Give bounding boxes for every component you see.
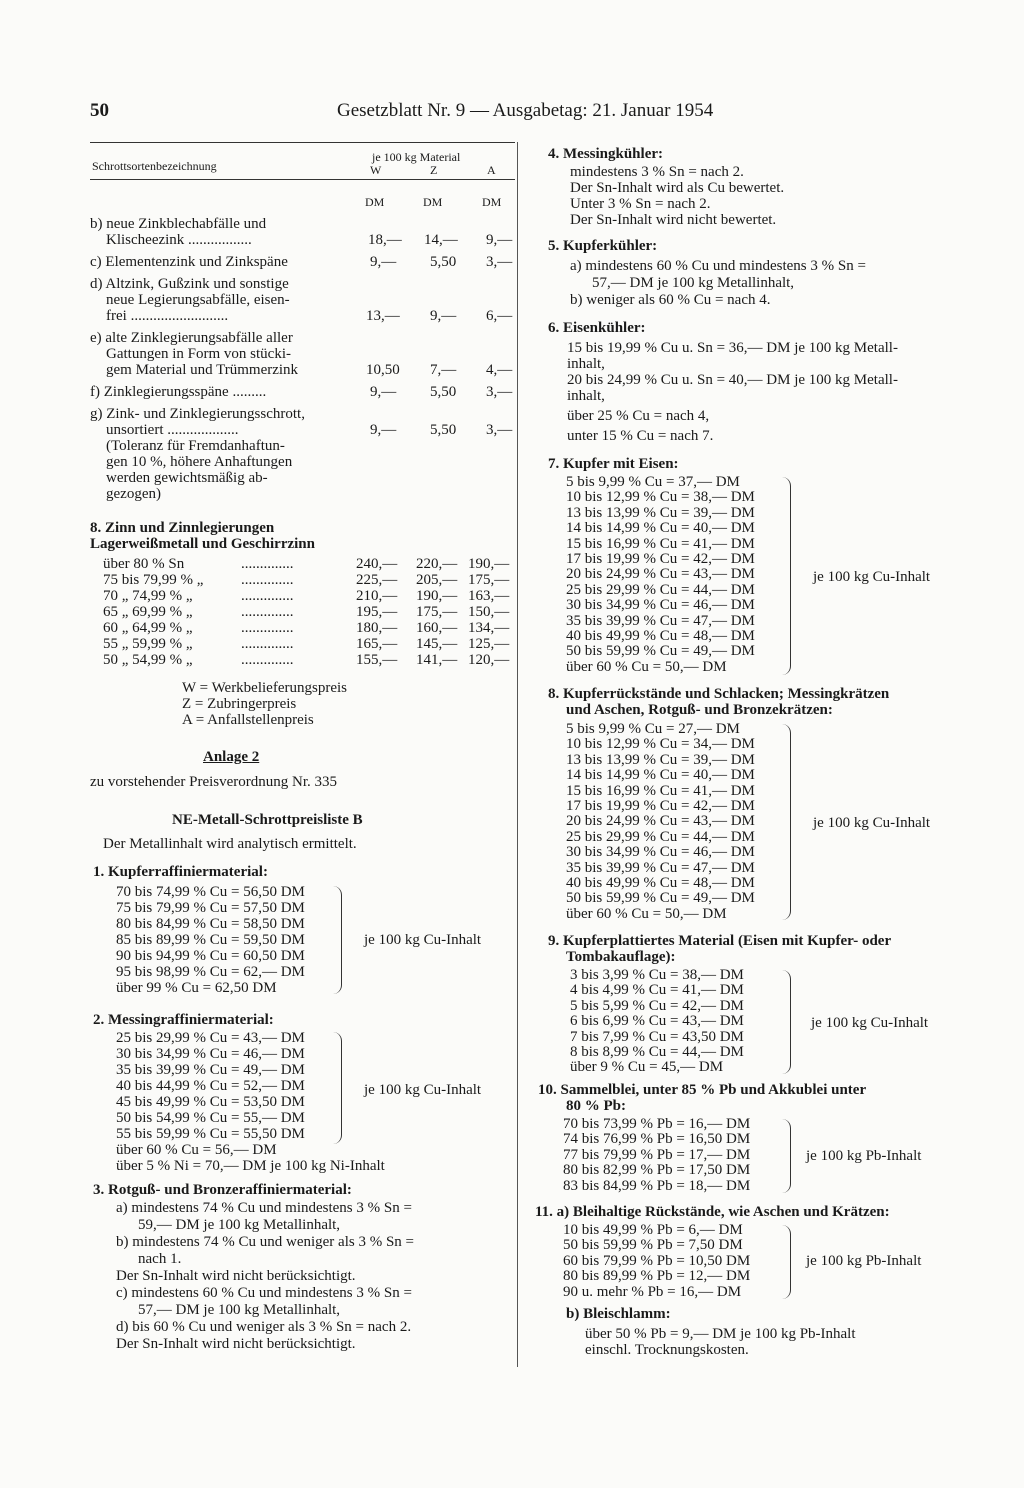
row-f-z: 5,50 [430, 384, 457, 400]
row-e-line3: gem Material und Trümmerzink [106, 362, 299, 378]
s3-title: 3. Rotguß- und Bronzeraffiniermaterial: [93, 1182, 352, 1198]
s2-title: 2. Messingraffiniermaterial: [93, 1012, 274, 1028]
table-row: 55 „ 59,99 % „ .............. 165,— 145,— 125,— [103, 636, 510, 652]
s9-title2: Tombakauflage): [566, 949, 676, 965]
row-b-line2: Klischeezink ................. [106, 232, 252, 248]
s10-note: je 100 kg Pb-Inhalt [806, 1148, 922, 1164]
table-body [90, 216, 520, 502]
list-item: 95 bis 98,99 % Cu = 62,— DM [116, 964, 305, 980]
list-item: 35 bis 39,99 % Cu = 49,— DM [116, 1062, 305, 1078]
s10-title1: 10. Sammelblei, unter 85 % Pb und Akkublei unter [538, 1082, 867, 1098]
row-c-w: 9,— [370, 254, 397, 270]
sec8-z: 160,— [416, 620, 458, 636]
table-row [90, 216, 520, 248]
list-item: 83 bis 84,99 % Pb = 18,— DM [563, 1177, 751, 1194]
sec8-z: 190,— [416, 588, 458, 604]
table-row [90, 276, 520, 324]
list-item: 30 bis 34,99 % Cu = 46,— DM [566, 597, 755, 614]
list-item: über 99 % Cu = 62,50 DM [116, 980, 277, 996]
s3-line: d) bis 60 % Cu und weniger als 3 % Sn = nach 2. [116, 1319, 412, 1335]
list-item: über 60 % Cu = 50,— DM [566, 658, 727, 675]
list-item: 10 bis 12,99 % Cu = 34,— DM [566, 736, 755, 753]
s5-title: 5. Kupferkühler: [548, 238, 658, 254]
list-item: 90 u. mehr % Pb = 16,— DM [563, 1283, 742, 1300]
list-item: 85 bis 89,99 % Cu = 59,50 DM [116, 932, 305, 948]
row-d-line3: frei .......................... [106, 308, 229, 324]
list-item: 13 bis 13,99 % Cu = 39,— DM [566, 751, 755, 768]
s9-list [570, 968, 744, 1076]
row-e-line1: e) alte Zinklegierungsabfälle aller [90, 330, 293, 346]
row-d-line2: neue Legierungsabfälle, eisen- [106, 292, 290, 308]
s8-title2: und Aschen, Rotguß- und Bronzekrätzen: [566, 702, 833, 718]
list-item: 25 bis 29,99 % Cu = 44,— DM [566, 581, 755, 598]
row-d-line1: d) Altzink, Gußzink und sonstige [90, 276, 289, 292]
s7-note: je 100 kg Cu-Inhalt [813, 569, 931, 585]
list-item: 14 bis 14,99 % Cu = 40,— DM [566, 520, 755, 537]
s11-note: je 100 kg Pb-Inhalt [806, 1253, 922, 1269]
s6-line: unter 15 % Cu = nach 7. [567, 428, 714, 444]
table-head-rule [90, 179, 515, 180]
list-item: 80 bis 89,99 % Pb = 12,— DM [563, 1268, 751, 1285]
row-d-z: 9,— [430, 308, 457, 324]
list-item: 50 bis 59,99 % Pb = 7,50 DM [563, 1237, 743, 1254]
s3-body [116, 1200, 511, 1353]
s3-line: c) mindestens 60 % Cu und mindestens 3 % Sn = [116, 1285, 412, 1301]
sec8-w: 225,— [356, 572, 398, 588]
table-price-head: je 100 kg Material [372, 150, 461, 164]
s4-line: Der Sn-Inhalt wird nicht bewertet. [570, 212, 777, 228]
list-item: 14 bis 14,99 % Cu = 40,— DM [566, 767, 755, 784]
s7-title: 7. Kupfer mit Eisen: [548, 456, 679, 472]
s9-note: je 100 kg Cu-Inhalt [811, 1015, 929, 1031]
table-head-a: A [487, 163, 496, 177]
table-row [90, 254, 520, 270]
sec8-table [103, 556, 523, 668]
s1-title: 1. Kupferraffiniermaterial: [93, 864, 268, 880]
table-row [90, 330, 520, 378]
page-header-title: Gesetzblatt Nr. 9 — Ausgabetag: 21. Januar 1954 [337, 100, 714, 121]
s7-list [566, 475, 755, 675]
s6-line: über 25 % Cu = nach 4, [567, 408, 710, 424]
row-g-line1: g) Zink- und Zinklegierungsschrott, [90, 406, 305, 422]
row-e-w: 10,50 [366, 362, 400, 378]
sec8-z: 175,— [416, 604, 458, 620]
s11-brace [782, 1225, 791, 1299]
table-row: 60 „ 64,99 % „ .............. 180,— 160,— 134,— [103, 620, 510, 636]
table-top-rule [90, 142, 515, 143]
row-b-z: 14,— [424, 232, 458, 248]
s11-b-title: b) Bleischlamm: [566, 1306, 671, 1322]
list-item: über 60 % Cu = 50,— DM [566, 905, 727, 922]
anlage-sub: zu vorstehender Preisverordnung Nr. 335 [90, 774, 338, 790]
s8-title1: 8. Kupferrückstände und Schlacken; Messingkrätzen [548, 686, 890, 702]
list-item: 40 bis 49,99 % Cu = 48,— DM [566, 875, 755, 892]
list-item: 15 bis 16,99 % Cu = 41,— DM [566, 535, 755, 552]
list-item: über 60 % Cu = 56,— DM [116, 1142, 277, 1158]
row-g-line5: werden gewichtsmäßig ab- [106, 470, 268, 486]
s3-line: Der Sn-Inhalt wird nicht berücksichtigt. [116, 1336, 356, 1352]
row-g-w: 9,— [370, 422, 397, 438]
s3-line: Der Sn-Inhalt wird nicht berücksichtigt. [116, 1268, 356, 1284]
unit-w: DM [365, 195, 385, 209]
s7-brace [782, 477, 791, 675]
s4-line: Unter 3 % Sn = nach 2. [570, 196, 711, 212]
sec8-label: 50 „ 54,99 % „ [103, 652, 193, 668]
list-item: über 9 % Cu = 45,— DM [570, 1059, 724, 1076]
sec8-title2: Lagerweißmetall und Geschirrzinn [90, 536, 315, 552]
s4-title: 4. Messingkühler: [548, 146, 664, 162]
sec8-a: 175,— [468, 572, 510, 588]
s2-list [116, 1030, 385, 1174]
sec8-a: 120,— [468, 652, 510, 668]
list-item: 8 bis 8,99 % Cu = 44,— DM [570, 1044, 744, 1061]
s5-line: a) mindestens 60 % Cu und mindestens 3 % Sn = [570, 258, 866, 274]
row-c-a: 3,— [486, 254, 513, 270]
list-intro: Der Metallinhalt wird analytisch ermittelt. [103, 836, 357, 852]
list-item: 20 bis 24,99 % Cu = 43,— DM [566, 566, 755, 583]
sec8-z: 141,— [416, 652, 458, 668]
s6-line: 15 bis 19,99 % Cu u. Sn = 36,— DM je 100 kg Metall- [567, 340, 898, 356]
list-item: 90 bis 94,99 % Cu = 60,50 DM [116, 948, 305, 964]
sec8-w: 165,— [356, 636, 398, 652]
sec8-w: 240,— [356, 556, 398, 572]
row-g-line4: gen 10 %, höhere Anhaftungen [106, 454, 293, 470]
s6-body [567, 340, 898, 444]
list-item: 20 bis 24,99 % Cu = 43,— DM [566, 813, 755, 830]
list-item: 80 bis 82,99 % Pb = 17,50 DM [563, 1162, 751, 1179]
list-item: 5 bis 5,99 % Cu = 42,— DM [570, 997, 744, 1014]
row-f-line1: f) Zinklegierungsspäne ......... [90, 384, 267, 400]
row-b-line1: b) neue Zinkblechabfälle und [90, 216, 267, 232]
list-item: 3 bis 3,99 % Cu = 38,— DM [570, 967, 744, 983]
list-item: 40 bis 44,99 % Cu = 52,— DM [116, 1078, 305, 1094]
s3-line: a) mindestens 74 % Cu und mindestens 3 % Sn = [116, 1200, 412, 1216]
list-item: 5 bis 9,99 % Cu = 27,— DM [566, 721, 740, 737]
s11-b-line: einschl. Trocknungskosten. [585, 1342, 749, 1358]
sec8-label: 65 „ 69,99 % „ [103, 604, 193, 620]
anlage-title: Anlage 2 [203, 749, 260, 765]
list-title: NE-Metall-Schrottpreisliste B [172, 812, 363, 828]
list-item: 70 bis 73,99 % Pb = 16,— DM [563, 1116, 751, 1132]
unit-z: DM [423, 195, 443, 209]
list-item: 40 bis 49,99 % Cu = 48,— DM [566, 628, 755, 645]
s11-b-body [585, 1326, 856, 1358]
list-item: 80 bis 84,99 % Cu = 58,50 DM [116, 916, 305, 932]
legend-z: Z = Zubringerpreis [182, 696, 297, 712]
sec8-w: 155,— [356, 652, 398, 668]
list-item: 30 bis 34,99 % Cu = 46,— DM [116, 1046, 305, 1062]
s6-line: inhalt, [567, 356, 605, 372]
list-item: 10 bis 49,99 % Pb = 6,— DM [563, 1222, 743, 1238]
sec8-label: 70 „ 74,99 % „ [103, 588, 193, 604]
list-item: 10 bis 12,99 % Cu = 38,— DM [566, 489, 755, 506]
row-b-a: 9,— [486, 232, 513, 248]
sec8-w: 210,— [356, 588, 398, 604]
s10-brace [782, 1119, 791, 1193]
sec8-a: 163,— [468, 588, 510, 604]
row-f-w: 9,— [370, 384, 397, 400]
table-row: 75 bis 79,99 % „ .............. 225,— 205,— 175,— [103, 572, 510, 588]
row-g-line2: unsortiert ................... [106, 422, 239, 438]
list-item: 35 bis 39,99 % Cu = 47,— DM [566, 612, 755, 629]
row-e-a: 4,— [486, 362, 513, 378]
s8-brace [782, 724, 791, 920]
s4-body [570, 164, 784, 228]
list-item: 5 bis 9,99 % Cu = 37,— DM [566, 474, 740, 490]
sec8-a: 150,— [468, 604, 510, 620]
s1-list [116, 884, 305, 996]
sec8-label: 55 „ 59,99 % „ [103, 636, 193, 652]
row-b-w: 18,— [368, 232, 402, 248]
list-item: 13 bis 13,99 % Cu = 39,— DM [566, 504, 755, 521]
s3-line: 59,— DM je 100 kg Metallinhalt, [138, 1217, 341, 1233]
s10-title2: 80 % Pb: [566, 1098, 626, 1114]
table-row: 65 „ 69,99 % „ .............. 195,— 175,— 150,— [103, 604, 510, 620]
row-g-a: 3,— [486, 422, 513, 438]
list-item: 17 bis 19,99 % Cu = 42,— DM [566, 798, 755, 815]
row-c-z: 5,50 [430, 254, 457, 270]
sec8-a: 125,— [468, 636, 510, 652]
list-item: 4 bis 4,99 % Cu = 41,— DM [570, 982, 744, 999]
s9-brace [782, 970, 791, 1074]
sec8-w: 180,— [356, 620, 398, 636]
sec8-z: 205,— [416, 572, 458, 588]
table-row: 50 „ 54,99 % „ .............. 155,— 141,— 120,— [103, 652, 510, 668]
table-row [90, 406, 520, 502]
s11-b-line: über 50 % Pb = 9,— DM je 100 kg Pb-Inhalt [585, 1326, 856, 1342]
row-g-line6: gezogen) [106, 486, 161, 502]
s4-line: Der Sn-Inhalt wird als Cu bewertet. [570, 180, 785, 196]
row-f-a: 3,— [486, 384, 513, 400]
s3-line: nach 1. [138, 1251, 182, 1267]
list-item: über 5 % Ni = 70,— DM je 100 kg Ni-Inhalt [116, 1158, 385, 1174]
row-d-w: 13,— [366, 308, 400, 324]
list-item: 25 bis 29,99 % Cu = 44,— DM [566, 828, 755, 845]
list-item: 50 bis 54,99 % Cu = 55,— DM [116, 1110, 305, 1126]
sec8-label: über 80 % Sn [103, 556, 185, 572]
list-item: 45 bis 49,99 % Cu = 53,50 DM [116, 1094, 305, 1110]
sec8-z: 145,— [416, 636, 458, 652]
s10-list [563, 1117, 750, 1194]
table-head-w: W [370, 163, 382, 177]
row-e-z: 7,— [430, 362, 457, 378]
page-number: 50 [90, 100, 109, 121]
row-g-z: 5,50 [430, 422, 457, 438]
legend-a: A = Anfallstellenpreis [182, 712, 314, 728]
list-item: 60 bis 79,99 % Pb = 10,50 DM [563, 1252, 751, 1269]
s1-brace [333, 886, 342, 994]
s6-line: inhalt, [567, 388, 605, 404]
table-row [90, 384, 520, 400]
list-item: 7 bis 7,99 % Cu = 43,50 DM [570, 1028, 744, 1045]
table-head-z: Z [430, 163, 438, 177]
s8-note: je 100 kg Cu-Inhalt [813, 815, 931, 831]
list-item: 77 bis 79,99 % Pb = 17,— DM [563, 1146, 751, 1163]
s3-line: 57,— DM je 100 kg Metallinhalt, [138, 1302, 341, 1318]
s11-list [563, 1223, 750, 1300]
s8-list [566, 722, 755, 922]
list-item: 17 bis 19,99 % Cu = 42,— DM [566, 551, 755, 568]
sec8-title1: 8. Zinn und Zinnlegierungen [90, 520, 275, 536]
s3-line: b) mindestens 74 % Cu und weniger als 3 % Sn = [116, 1234, 415, 1250]
list-item: 30 bis 34,99 % Cu = 46,— DM [566, 844, 755, 861]
s6-line: 20 bis 24,99 % Cu u. Sn = 40,— DM je 100 kg Metall- [567, 372, 898, 388]
list-item: 50 bis 59,99 % Cu = 49,— DM [566, 643, 755, 660]
list-item: 35 bis 39,99 % Cu = 47,— DM [566, 859, 755, 876]
s1-note: je 100 kg Cu-Inhalt [364, 932, 482, 948]
row-g-line3: (Toleranz für Fremdanhaftun- [106, 438, 285, 454]
list-item: 25 bis 29,99 % Cu = 43,— DM [116, 1030, 305, 1046]
s5-body [570, 258, 866, 309]
s11-title: 11. a) Bleihaltige Rückstände, wie Aschen und Krätzen: [535, 1204, 890, 1220]
unit-a: DM [482, 195, 502, 209]
legend-w: W = Werkbelieferungspreis [182, 680, 347, 696]
sec8-z: 220,— [416, 556, 458, 572]
sec8-label: 60 „ 64,99 % „ [103, 620, 193, 636]
s5-line: b) weniger als 60 % Cu = nach 4. [570, 292, 771, 308]
list-item: 15 bis 16,99 % Cu = 41,— DM [566, 782, 755, 799]
list-item: 70 bis 74,99 % Cu = 56,50 DM [116, 884, 305, 900]
s2-note: je 100 kg Cu-Inhalt [364, 1082, 482, 1098]
row-c-line1: c) Elementenzink und Zinkspäne [90, 254, 288, 270]
sec8-a: 134,— [468, 620, 510, 636]
table-row: 70 „ 74,99 % „ .............. 210,— 190,— 163,— [103, 588, 510, 604]
list-item: 75 bis 79,99 % Cu = 57,50 DM [116, 900, 305, 916]
list-item: 55 bis 59,99 % Cu = 55,50 DM [116, 1126, 305, 1142]
sec8-a: 190,— [468, 556, 510, 572]
s5-line: 57,— DM je 100 kg Metallinhalt, [592, 275, 795, 291]
sec8-w: 195,— [356, 604, 398, 620]
table-col-head: Schrottsortenbezeichnung [92, 159, 217, 173]
s4-line: mindestens 3 % Sn = nach 2. [570, 164, 744, 180]
row-e-line2: Gattungen in Form von stücki- [106, 346, 291, 362]
legend [182, 680, 347, 728]
table-row: über 80 % Sn .............. 240,— 220,— 190,— [103, 556, 510, 572]
sec8-label: 75 bis 79,99 % „ [103, 572, 204, 588]
list-item: 74 bis 76,99 % Pb = 16,50 DM [563, 1131, 751, 1148]
s2-brace [333, 1032, 342, 1144]
s9-title1: 9. Kupferplattiertes Material (Eisen mit Kupfer- oder [548, 933, 892, 949]
row-d-a: 6,— [486, 308, 513, 324]
list-item: 6 bis 6,99 % Cu = 43,— DM [570, 1013, 744, 1030]
list-item: 50 bis 59,99 % Cu = 49,— DM [566, 890, 755, 907]
s6-title: 6. Eisenkühler: [548, 320, 646, 336]
